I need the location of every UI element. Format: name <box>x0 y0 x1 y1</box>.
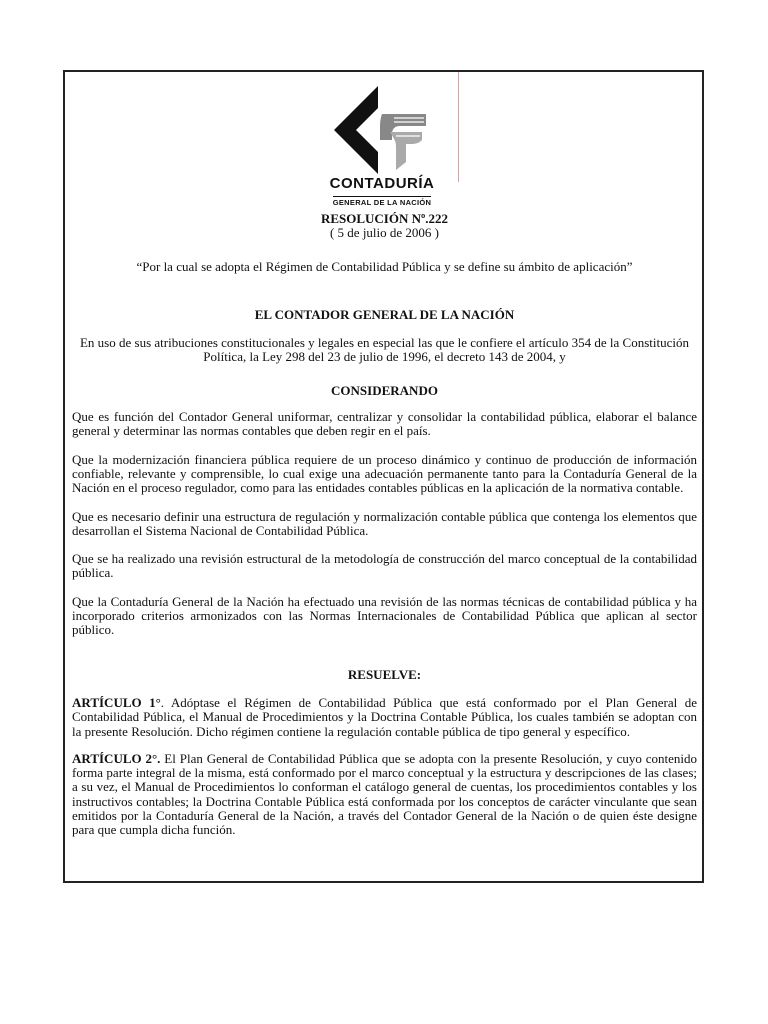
considering-paragraph: Que es función del Contador General uniformar, centralizar y consolidar la contabilidad pública, elaborar el balance general y determinar las normas contables que deben regir en el país. <box>72 409 697 439</box>
contaduria-logo <box>312 86 452 210</box>
considering-paragraph: Que la Contaduría General de la Nación ha efectuado una revisión de las normas técnicas de contabilidad pública y ha incorporado criterios armonizados con las Normas Internacionales de Contabilidad Pública que aplican al sector público. <box>72 593 697 638</box>
contaduria-emblem-icon <box>334 86 430 174</box>
article-1 <box>72 696 697 739</box>
resolution-purpose: “Por la cual se adopta el Régimen de Contabilidad Pública y se define su ámbito de aplicación” <box>136 258 633 274</box>
document-body <box>72 212 697 838</box>
considering-paragraph: Que se ha realizado una revisión estructural de la metodología de construcción del marco conceptual de la contabilidad pública. <box>72 551 697 581</box>
article-1-text: . Adóptase el Régimen de Contabilidad Pública que está conformado por el Plan General de Contabilidad Pública, el Manual de Procedimientos y la Doctrina Contable Pública, los cuales también se adoptan con la presente Resolución. Dicho régimen contiene la regulación contable pública de tipo general y específico. <box>72 694 697 739</box>
margin-line <box>458 72 459 182</box>
logo-subtitle: GENERAL DE LA NACIÓN <box>332 198 432 207</box>
logo-name: CONTADURÍA <box>329 175 435 192</box>
authority-intro: En uso de sus atribuciones constitucionales y legales en especial las que le confiere el artículo 354 de la Constitución Política, la Ley 298 del 23 de julio de 1996, el decreto 143 de 2004, y <box>79 335 689 365</box>
article-2 <box>72 752 697 838</box>
considering-heading: CONSIDERANDO <box>331 382 438 398</box>
resolution-title: RESOLUCIÓN Nº.222 <box>320 211 449 226</box>
resolves-heading: RESUELVE: <box>347 666 422 682</box>
resolution-date: ( 5 de julio de 2006 ) <box>329 225 440 241</box>
considering-paragraph: Que es necesario definir una estructura de regulación y normalización contable pública que contenga los elementos que desarrollan el Sistema Nacional de Contabilidad Pública. <box>72 508 697 538</box>
authority-heading: EL CONTADOR GENERAL DE LA NACIÓN <box>254 306 515 322</box>
article-1-label: ARTÍCULO 1° <box>72 694 161 710</box>
considering-paragraph: Que la modernización financiera pública requiere de un proceso dinámico y continuo de producción de información confiable, relevante y comprensible, lo cual exige una adecuación permanente tanto para la Contaduría General de la Nación en el proceso regulador, como para las entidades contables públicas en la aplicación de la normativa contable. <box>72 451 697 496</box>
article-2-label: ARTÍCULO 2°. <box>72 750 161 766</box>
article-2-text: El Plan General de Contabilidad Pública que se adopta con la presente Resolución, y cuyo contenido forma parte integral de la misma, está conformado por el marco conceptual y la estructura y descripciones de las clases; a su vez, el Manual de Procedimientos lo conforman el catálogo general de cuentas, los procedimientos contables y los instructivos contables; la Doctrina Contable Pública está conformada por los conceptos de carácter vinculante que sean emitidos por la Contaduría General de la Nación, a través del Contador General de la Nación o de quien éste designe para que cumpla dicha función. <box>72 750 698 838</box>
